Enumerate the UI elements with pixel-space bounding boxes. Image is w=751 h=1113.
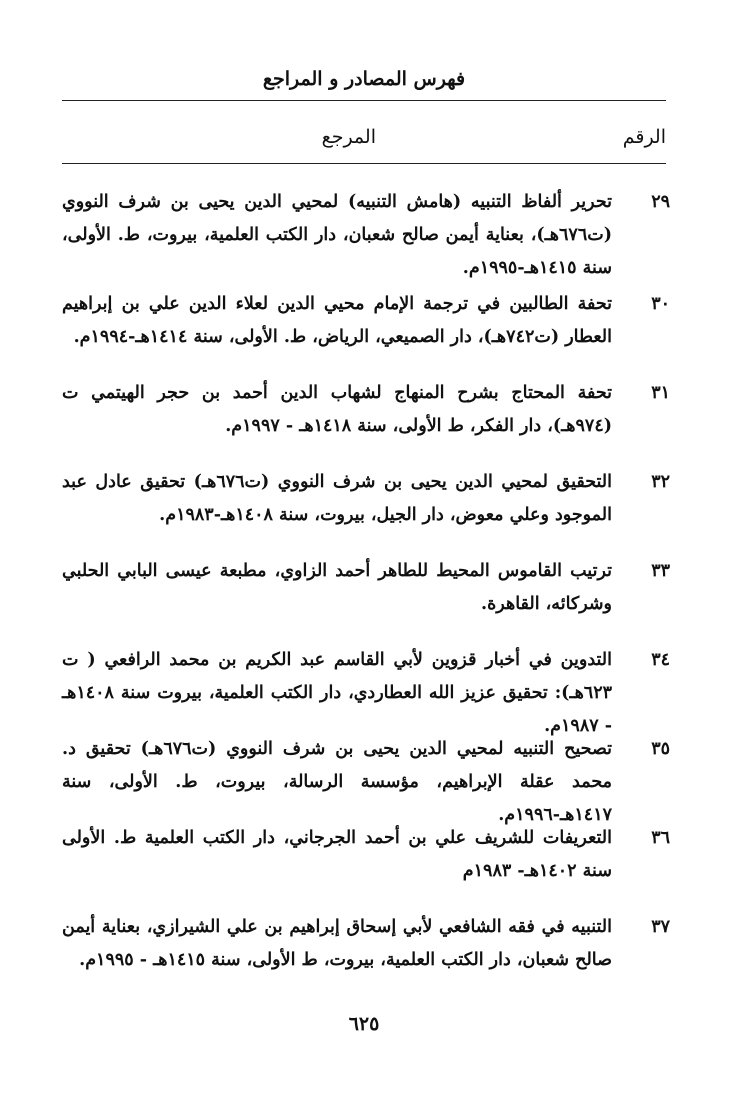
column-header-row [62, 126, 666, 156]
entry-text: تصحيح التنبيه لمحيي الدين يحيى بن شرف النووي (ت٦٧٦هـ) تحقيق د. محمد عقلة الإبراهيم، مؤسسة الرسالة، بيروت، ط. الأولى، سنة ١٤١٧هـ-١٩٩٦م. [62, 739, 612, 825]
reference-entry-35 [62, 733, 670, 832]
entry-number: ٣٥ [651, 739, 670, 759]
entry-text: ترتيب القاموس المحيط للطاهر أحمد الزاوي، مطبعة عيسى البابي الحلبي وشركائه، القاهرة. [62, 561, 612, 614]
reference-entry-30 [62, 288, 670, 354]
entry-text: التعريفات للشريف علي بن أحمد الجرجاني، دار الكتب العلمية ط. الأولى سنة ١٤٠٢هـ- ١٩٨٣م [62, 828, 612, 881]
column-header-rule [62, 163, 666, 164]
reference-entry-36 [62, 822, 670, 888]
entry-text: التدوين في أخبار قزوين لأبي القاسم عبد الكريم بن محمد الرافعي ( ت ٦٢٣هـ): تحقيق عزيز الله العطاردي، دار الكتب العلمية، بيروت سنة ١٤٠٨هـ - ١٩٨٧م. [62, 650, 612, 736]
reference-entry-29 [62, 186, 670, 285]
entry-number: ٣٧ [651, 917, 670, 937]
reference-entry-34 [62, 644, 670, 743]
column-header-reference: المرجع [321, 126, 376, 148]
column-header-number: الرقم [622, 126, 666, 148]
entry-text: التنبيه في فقه الشافعي لأبي إسحاق إبراهيم بن علي الشيرازي، بعناية أيمن صالح شعبان، دار الكتب العلمية، بيروت، ط الأولى، سنة ١٤١٥هـ - ١٩٩٥م. [62, 917, 612, 970]
entry-number: ٣٣ [651, 561, 670, 581]
entry-text: تحفة الطالبين في ترجمة الإمام محيي الدين لعلاء الدين علي بن إبراهيم العطار (ت٧٤٢هـ)، دار الصميعي، الرياض، ط. الأولى، سنة ١٤١٤هـ-١٩٩٤م. [62, 294, 612, 347]
reference-entry-31 [62, 377, 670, 443]
header-rule [62, 100, 666, 101]
entry-number: ٣١ [651, 383, 670, 403]
reference-entry-32 [62, 466, 670, 532]
entry-number: ٣٠ [651, 294, 670, 314]
running-title: فهرس المصادر و المراجع [262, 68, 466, 90]
reference-entry-33 [62, 555, 670, 621]
entry-text: تحفة المحتاج بشرح المنهاج لشهاب الدين أحمد بن حجر الهيتمي ت (٩٧٤هـ)، دار الفكر، ط الأولى، سنة ١٤١٨هـ - ١٩٩٧م. [62, 383, 612, 436]
entry-number: ٢٩ [651, 192, 670, 212]
entry-text: تحرير ألفاظ التنبيه (هامش التنبيه) لمحيي الدين يحيى بن شرف النووي (ت٦٧٦هـ)، بعناية أيمن صالح شعبان، دار الكتب العلمية، بيروت، ط. الأولى، سنة ١٤١٥هـ-١٩٩٥م. [62, 192, 612, 278]
entry-number: ٣٢ [651, 472, 670, 492]
page-number: ٦٢٥ [348, 1013, 380, 1035]
reference-entry-37 [62, 911, 670, 977]
entry-number: ٣٦ [651, 828, 670, 848]
entry-number: ٣٤ [651, 650, 670, 670]
entry-text: التحقيق لمحيي الدين يحيى بن شرف النووي (ت٦٧٦هـ) تحقيق عادل عبد الموجود وعلي معوض، دار الجيل، بيروت، سنة ١٤٠٨هـ-١٩٨٣م. [62, 472, 613, 525]
